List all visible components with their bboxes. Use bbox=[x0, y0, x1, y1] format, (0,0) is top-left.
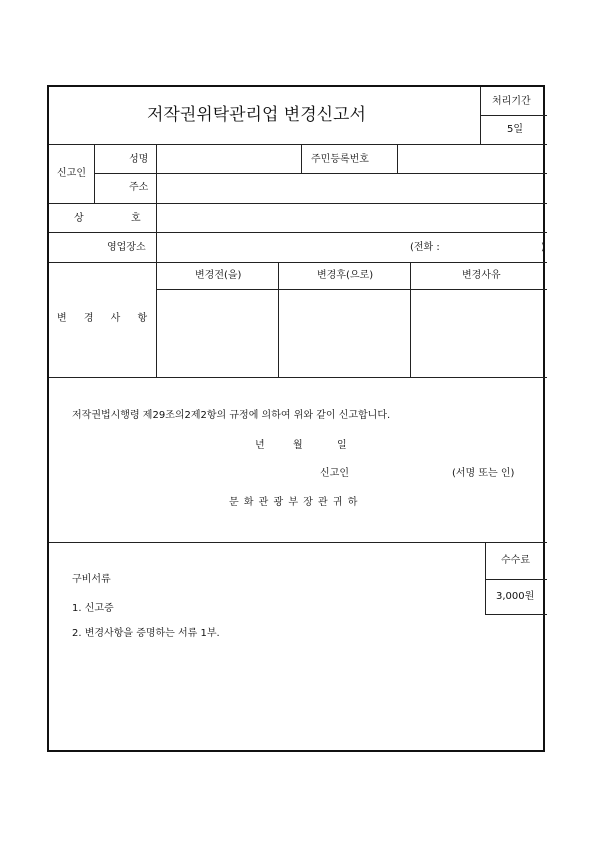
trade-name-label: 상 bbox=[74, 213, 84, 224]
phone-label: (전화 : bbox=[410, 242, 440, 253]
divider bbox=[485, 579, 547, 580]
name-label: 성명 bbox=[129, 154, 149, 165]
divider bbox=[410, 262, 411, 377]
divider bbox=[49, 262, 547, 263]
reporter-label: 신고인 bbox=[57, 168, 86, 179]
divider bbox=[49, 232, 547, 233]
date-month: 월 bbox=[293, 440, 303, 451]
processing-period-value: 5일 bbox=[507, 124, 524, 135]
divider bbox=[485, 542, 486, 614]
processing-period-label: 처리기간 bbox=[492, 96, 531, 107]
documents-title: 구비서류 bbox=[72, 574, 111, 585]
before-label: 변경전(을) bbox=[195, 270, 242, 281]
signer-label: 신고인 bbox=[320, 468, 349, 479]
divider bbox=[156, 144, 157, 377]
trade-name-label: 호 bbox=[131, 213, 141, 224]
document-item: 1. 신고증 bbox=[72, 603, 114, 614]
address-label: 주소 bbox=[129, 182, 149, 193]
divider bbox=[156, 289, 547, 290]
date-year: 년 bbox=[255, 440, 265, 451]
phone-close: ) bbox=[541, 242, 545, 253]
divider bbox=[485, 614, 547, 615]
form-title: 저작권위탁관리업 변경신고서 bbox=[147, 105, 366, 125]
divider bbox=[49, 542, 547, 543]
fee-label: 수수료 bbox=[501, 555, 530, 566]
recipient: 문 화 관 광 부 장 관 귀 하 bbox=[229, 497, 359, 508]
divider bbox=[278, 262, 279, 377]
divider bbox=[94, 173, 547, 174]
date-day: 일 bbox=[337, 440, 347, 451]
changes-label: 변 경 사 항 bbox=[57, 313, 148, 324]
divider bbox=[49, 144, 547, 145]
divider bbox=[49, 203, 547, 204]
fee-value: 3,000원 bbox=[496, 591, 535, 602]
reason-label: 변경사유 bbox=[462, 270, 501, 281]
document-item: 2. 변경사항을 증명하는 서류 1부. bbox=[72, 628, 220, 639]
resident-no-label: 주민등록번호 bbox=[311, 154, 369, 165]
divider bbox=[397, 144, 398, 173]
statement-text: 저작권법시행령 제29조의2제2항의 규정에 의하여 위와 같이 신고합니다. bbox=[72, 410, 391, 421]
divider bbox=[301, 144, 302, 173]
business-place-label: 영업장소 bbox=[107, 242, 146, 253]
divider bbox=[480, 115, 547, 116]
change-report-form bbox=[47, 85, 545, 752]
divider bbox=[49, 377, 547, 378]
signature-note: (서명 또는 인) bbox=[452, 468, 515, 479]
after-label: 변경후(으로) bbox=[317, 270, 374, 281]
